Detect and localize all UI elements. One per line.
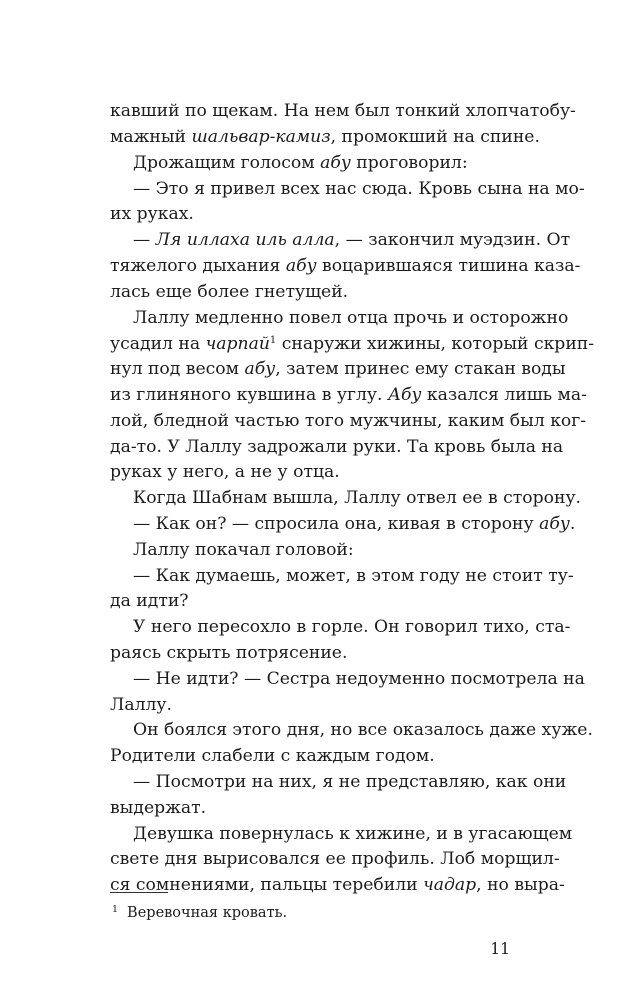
footnote (110, 902, 287, 924)
text-line: кавший по щекам. На нем был тонкий хлопчатобу- (110, 101, 576, 121)
text-line: раясь скрыть потрясение. (110, 643, 348, 663)
footnote-text: Веревочная кровать. (127, 905, 288, 921)
text-line: да-то. У Лаллу задрожали руки. Та кровь была на (110, 437, 564, 457)
text-line: лась еще более гнетущей. (110, 282, 349, 302)
footnote-rule (110, 892, 168, 893)
text-line: ся сомнениями, пальцы теребили чадар, но выра- (110, 875, 565, 895)
text-line: Девушка повернулась к хижине, и в угасающем (133, 824, 573, 844)
text-line: — Это я привел всех нас сюда. Кровь сына на мо- (133, 179, 585, 199)
text-line: мажный шальвар-камиз, промокший на спине. (110, 127, 540, 147)
text-line: — Как он? — спросила она, кивая в сторону абу. (133, 514, 576, 534)
text-line: Лаллу. (110, 695, 173, 715)
text-line: Лаллу медленно повел отца прочь и осторожно (133, 308, 569, 328)
text-line: из глиняного кувшина в углу. Абу казался лишь ма- (110, 385, 587, 405)
page-number: 11 (490, 940, 510, 958)
text-line: Дрожащим голосом абу проговорил: (133, 153, 468, 173)
text-line: — Посмотри на них, я не представляю, как они (133, 772, 567, 792)
text-line: лой, бледной частью того мужчины, каким был ког- (110, 411, 587, 431)
text-line: их руках. (110, 204, 194, 224)
text-line: Лаллу покачал головой: (133, 540, 354, 560)
text-line: У него пересохло в горле. Он говорил тихо, ста- (133, 617, 571, 637)
text-line: — Не идти? — Сестра недоуменно посмотрела на (133, 669, 585, 689)
text-line: нул под весом абу, затем принес ему стакан воды (110, 359, 566, 379)
text-line: свете дня вырисовался ее профиль. Лоб морщил- (110, 849, 560, 869)
text-line: выдержат. (110, 798, 207, 818)
text-line: тяжелого дыхания абу воцарившаяся тишина каза- (110, 256, 581, 276)
text-line: усадил на чарпай$^1$ снаружи хижины, который скрип- (110, 334, 595, 354)
text-line: — Ля иллаха иль алла, — закончил муэдзин. От (133, 230, 571, 250)
text-line: руках у него, а не у отца. (110, 462, 340, 482)
text-line: — Как думаешь, может, в этом году не стоит ту- (133, 566, 574, 586)
text-line: Он боялся этого дня, но все оказалось даже хуже. (133, 720, 593, 740)
footnote-mark: 1 (112, 904, 119, 915)
text-line: да идти? (110, 591, 189, 611)
text-line: Когда Шабнам вышла, Лаллу отвел ее в сторону. (133, 488, 582, 508)
text-line: Родители слабели с каждым годом. (110, 746, 435, 766)
